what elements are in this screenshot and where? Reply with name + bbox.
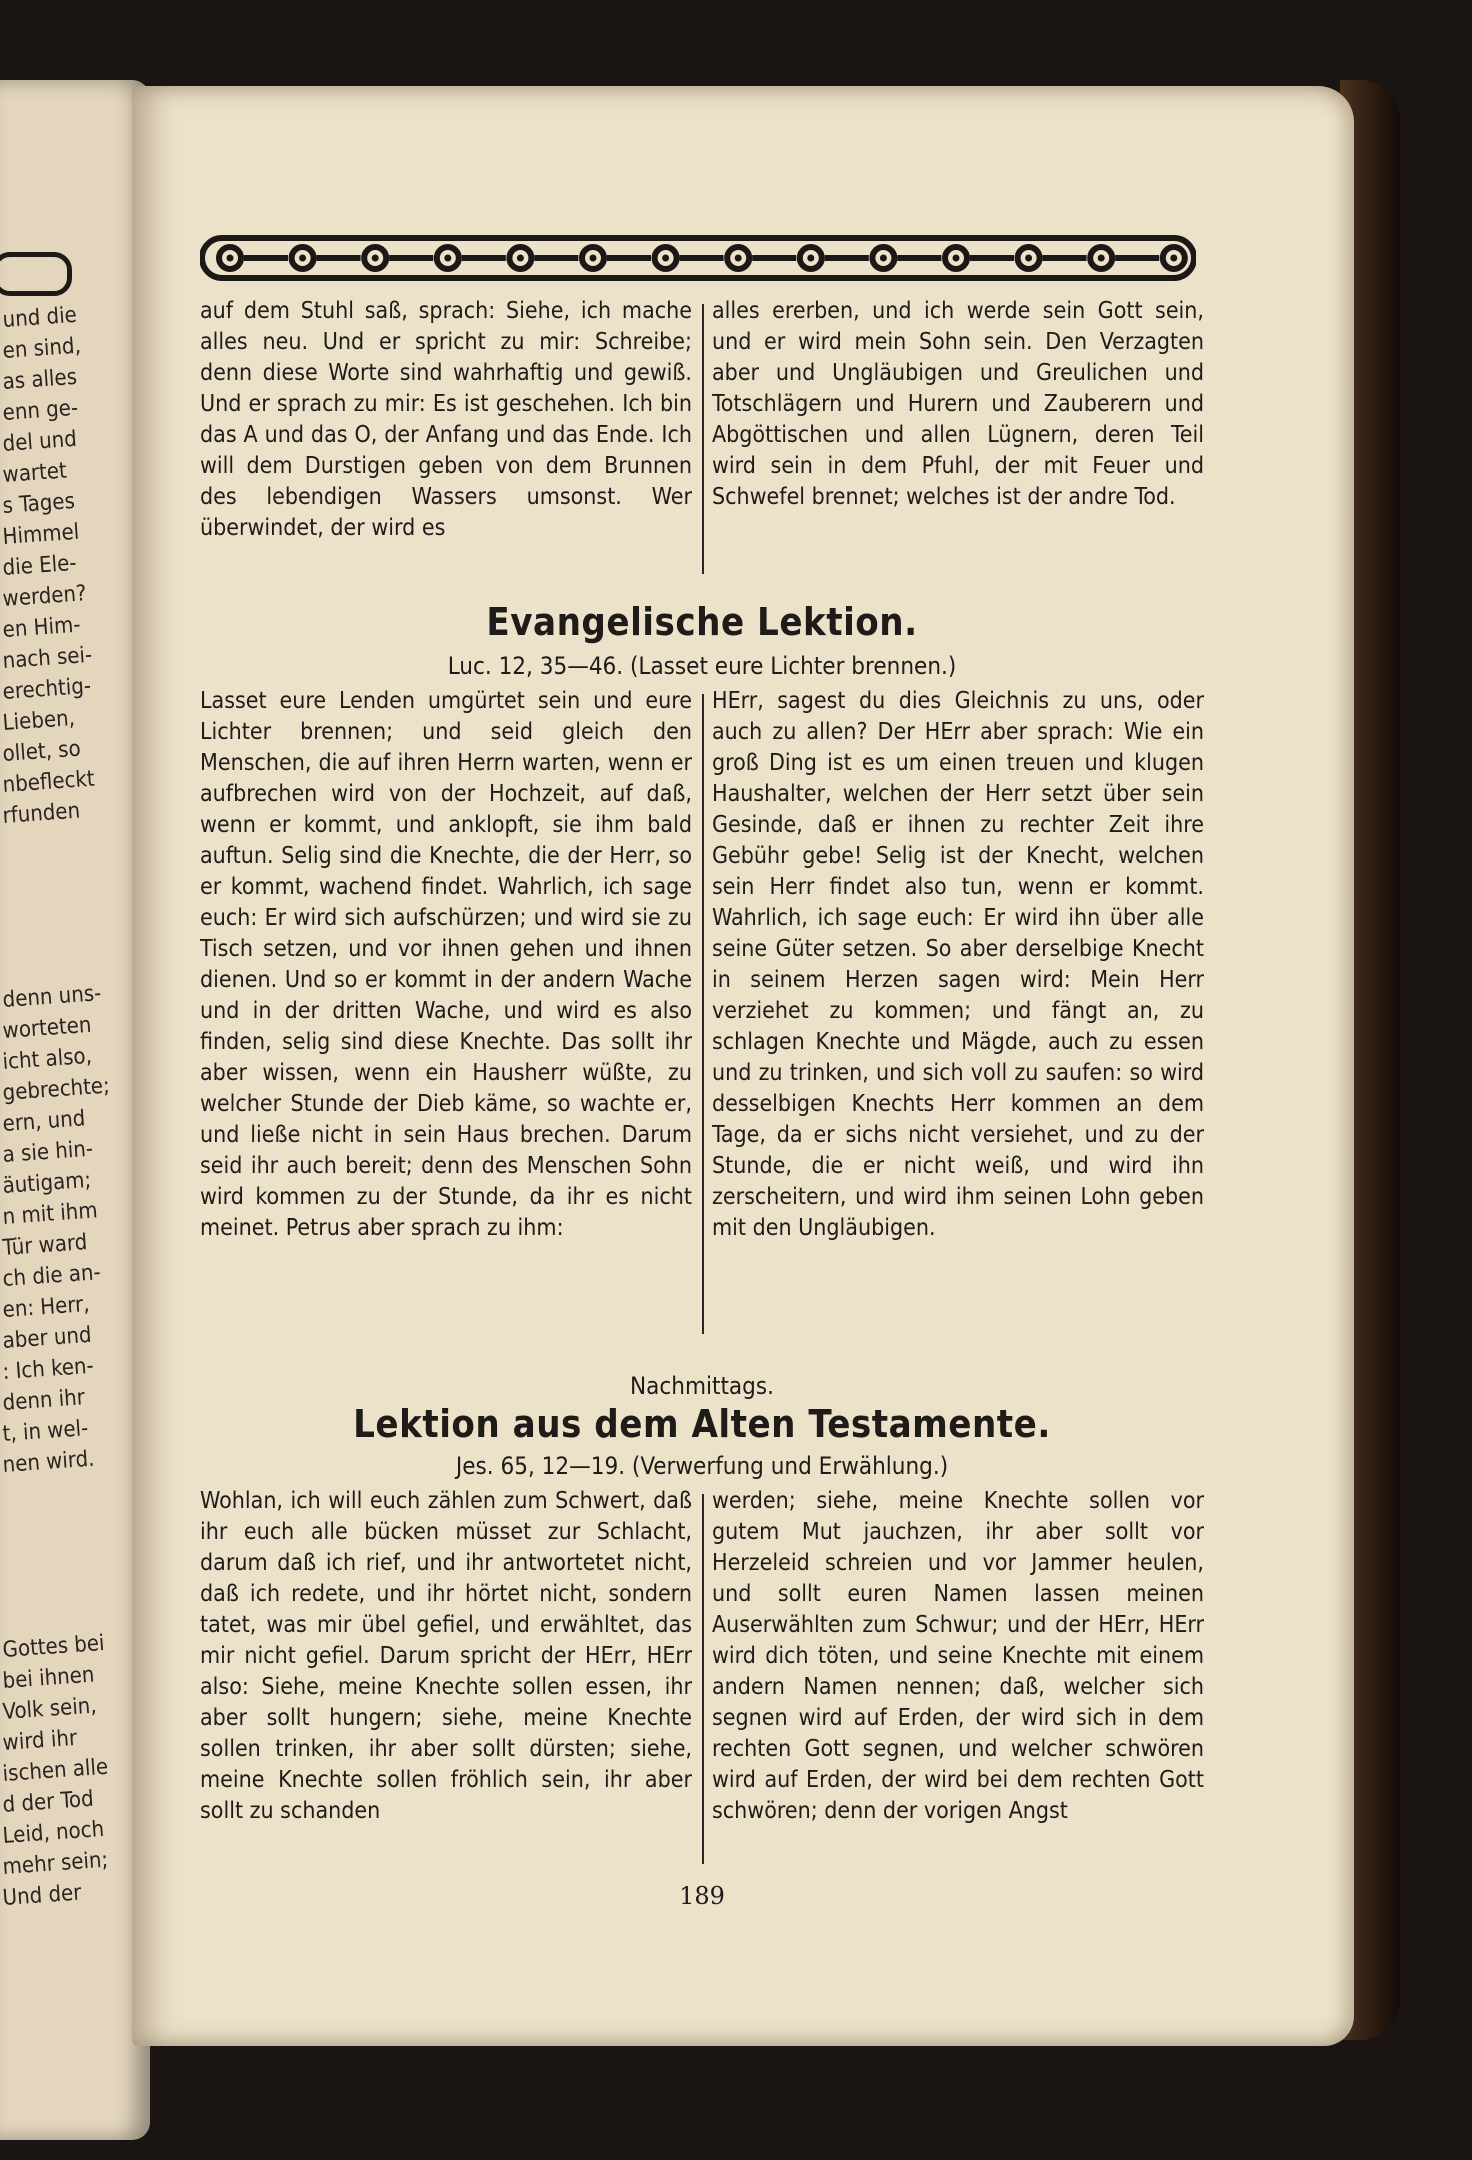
left-page-text-fragment: denn ihr bbox=[1, 1385, 86, 1416]
column-divider bbox=[702, 694, 704, 1334]
left-page-text-fragment: en Him- bbox=[1, 612, 82, 643]
left-page-text-fragment: nbefleckt bbox=[1, 766, 96, 798]
left-page-text-fragment: a sie hin- bbox=[1, 1136, 94, 1168]
left-page-text-fragment: enn ge- bbox=[1, 395, 79, 426]
left-page-text-fragment: ollet, so bbox=[1, 736, 82, 767]
left-page-edge bbox=[0, 80, 150, 2140]
ornament-flower-center bbox=[1098, 255, 1105, 262]
page-number: 189 bbox=[679, 1882, 725, 1910]
left-page-text-fragment: rfunden bbox=[1, 798, 81, 829]
top-text-right: alles ererben, und ich werde sein Gott sein, und er wird mein Sohn sein. Den Verzagten aber und Ungläubigen und Greulichen und Totschlägern und Hurern und Zauberern und Abgöttischen und allen Lügnern, deren Teil wird sein in dem Pfuhl, der mit Feuer und Schwefel brennet; welches ist der andre Tod. bbox=[712, 298, 1204, 510]
left-page-text-fragment: Und der bbox=[1, 1880, 83, 1911]
left-page-text-fragment: Volk sein, bbox=[1, 1693, 98, 1725]
left-page-text-fragment: t, in wel- bbox=[1, 1416, 90, 1447]
left-page-text-fragment: aber und bbox=[1, 1322, 93, 1354]
ornament-flower-center bbox=[807, 255, 814, 262]
left-page-text-fragment: Tür ward bbox=[1, 1230, 89, 1261]
left-page-text-fragment: nen wird. bbox=[1, 1446, 96, 1478]
left-page-text-fragment: ischen alle bbox=[1, 1754, 109, 1787]
ornament-flower-center bbox=[517, 255, 524, 262]
left-page-text-fragment: äutigam; bbox=[1, 1167, 92, 1199]
left-page-text-fragment: werden? bbox=[1, 581, 88, 612]
left-page-text-fragment: Lieben, bbox=[1, 705, 76, 736]
left-page-text-fragment: s Tages bbox=[1, 488, 76, 519]
left-page-text-fragment: en sind, bbox=[1, 333, 82, 364]
left-page-text-fragment: mehr sein; bbox=[1, 1847, 109, 1880]
left-page-text-fragment: und die bbox=[1, 302, 78, 333]
left-page-text-fragment: as alles bbox=[1, 364, 78, 395]
gospel-text-left: Lasset eure Lenden umgürtet sein und eure Lichter brennen; und seid gleich den Menschen, die auf ihren Herrn warten, wenn er aufbrechen wird von der Hochzeit, auf daß, wenn er kommt, und anklopft, sie ihm bald auftun. Selig sind die Knechte, die der Herr, so er kommt, wachend findet. Wahrlich, ich sage euch: Er wird sich aufschürzen; und wird sie zu Tisch setzen, und vor ihnen gehen und ihnen dienen. Und so er kommt in der andern Wache und in der dritten Wache, und wird es also finden, selig sind diese Knechte. Das sollt ihr aber wissen, wenn ein Hausherr wüßte, zu welcher Stunde der Dieb käme, so wachte er, und ließe nicht in sein Haus brechen. Darum seid ihr auch bereit; denn des Menschen Sohn wird kommen zu der Stunde, da ihr es nicht meinet. Petrus aber sprach zu ihm: bbox=[200, 688, 692, 1241]
left-page-text-fragment: del und bbox=[1, 426, 78, 457]
gospel-text-right: HErr, sagest du dies Gleichnis zu uns, oder auch zu allen? Der HErr aber sprach: Wie ein groß Ding ist es um einen treuen und klugen Haushalter, welchen der Herr setzt über sein Gesinde, daß er ihnen zu rechter Zeit ihre Gebühr gebe! Selig ist der Knecht, welchen sein Herr findet also tun, wenn er kommt. Wahrlich, ich sage euch: Er wird ihn über alle seine Güter setzen. So aber derselbige Knecht in seinem Herzen sagen wird: Mein Herr verziehet zu kommen; und fängt an, zu schlagen Knechte und Mägde, auch zu essen und zu trinken, und sich voll zu saufen: so wird desselbigen Knechts Herr kommen an dem Tage, da er sichs nicht versiehet, und zu der Stunde, die er nicht weiß, und wird ihn zerscheitern, und wird ihm seinen Lohn geben mit den Ungläubigen. bbox=[712, 688, 1204, 1241]
left-page-text-fragment: icht also, bbox=[1, 1043, 93, 1075]
afternoon-label: Nachmittags. bbox=[630, 1372, 774, 1400]
left-page-text-fragment: en: Herr, bbox=[1, 1291, 91, 1323]
left-page-text-fragment: die Ele- bbox=[1, 550, 78, 581]
left-page-text-fragment: wartet bbox=[1, 458, 68, 488]
top-text-left: auf dem Stuhl saß, sprach: Siehe, ich mache alles neu. Und er spricht zu mir: Schreibe; denn diese Worte sind wahrhaftig und gewiß. Und er sprach zu mir: Es ist geschehen. Ich bin das A und das O, der Anfang und das Ende. Ich will dem Durstigen geben von dem Brunnen des lebendigen Wassers umsonst. Wer überwindet, der wird es bbox=[200, 298, 692, 541]
ornamental-border bbox=[200, 234, 1196, 282]
left-page-text-fragment: wird ihr bbox=[1, 1725, 78, 1756]
left-page-text-fragment: Gottes bei bbox=[1, 1630, 106, 1663]
ornament-flower-center bbox=[953, 255, 960, 262]
ornament-flower-center bbox=[880, 255, 887, 262]
gospel-reference: Luc. 12, 35—46. (Lasset eure Lichter brennen.) bbox=[447, 652, 957, 680]
ornament-flower-center bbox=[1025, 255, 1032, 262]
left-page-text-fragment: ch die an- bbox=[1, 1260, 102, 1292]
ornament-flower-center bbox=[299, 255, 306, 262]
left-page-text-fragment: erechtig- bbox=[1, 673, 92, 705]
ornament-flower-center bbox=[227, 255, 234, 262]
left-page-text-fragment: denn uns- bbox=[1, 981, 103, 1013]
left-page-text-fragment: d der Tod bbox=[1, 1786, 95, 1818]
left-page-text-fragment: Himmel bbox=[1, 519, 81, 550]
left-page-text-fragment: n mit ihm bbox=[1, 1198, 99, 1230]
column-divider bbox=[702, 1494, 704, 1864]
left-page-ornament bbox=[0, 252, 72, 296]
old-testament-text-right: werden; siehe, meine Knechte sollen vor gutem Mut jauchzen, ihr aber sollt vor Herzeleid schreien und vor Jammer heulen, und sollt euren Namen lassen meinen Auserwählten zum Schwur; und der HErr, HErr wird dich töten, und seine Knechte mit einem andern Namen nennen; daß, welcher sich segnen wird auf Erden, der wird sich in dem rechten Gott segnen, und welcher schwören wird auf Erden, der wird bei dem rechten Gott schwören; denn der vorigen Angst bbox=[712, 1488, 1204, 1824]
left-page-text-fragment: worteten bbox=[1, 1012, 93, 1044]
ornament-flower-center bbox=[590, 255, 597, 262]
left-page-text-fragment: gebrechte; bbox=[1, 1073, 111, 1106]
old-testament-title: Lektion aus dem Alten Testamente. bbox=[353, 1402, 1051, 1446]
old-testament-text-left: Wohlan, ich will euch zählen zum Schwert, daß ihr euch alle bücken müsset zur Schlacht, darum daß ich rief, und ihr antwortetet nicht, daß ich redete, und ihr hörtet nicht, sondern tatet, was mir übel gefiel, und erwähltet, das mir nicht gefiel. Darum spricht der HErr, HErr also: Siehe, meine Knechte sollen essen, ihr aber sollt hungern; siehe, meine Knechte sollen trinken, ihr aber sollt dürsten; siehe, meine Knechte sollen fröhlich sein, ihr aber sollt zu schanden bbox=[200, 1488, 692, 1824]
ornament-flower-center bbox=[1170, 255, 1177, 262]
gospel-title: Evangelische Lektion. bbox=[486, 600, 918, 644]
ornament-flower-center bbox=[372, 255, 379, 262]
column-divider bbox=[702, 304, 704, 574]
left-page-text-fragment: : Ich ken- bbox=[1, 1353, 95, 1385]
left-page-text-fragment: bei ihnen bbox=[1, 1662, 96, 1694]
ornament-flower-center bbox=[735, 255, 742, 262]
left-page-text-fragment: nach sei- bbox=[1, 642, 93, 674]
left-page-text-fragment: Leid, noch bbox=[1, 1816, 105, 1849]
ornament-flower-center bbox=[444, 255, 451, 262]
ornament-flower-center bbox=[662, 255, 669, 262]
left-page-text-fragment: ern, und bbox=[1, 1106, 87, 1137]
old-testament-reference: Jes. 65, 12—19. (Verwerfung und Erwählung.) bbox=[455, 1452, 949, 1480]
